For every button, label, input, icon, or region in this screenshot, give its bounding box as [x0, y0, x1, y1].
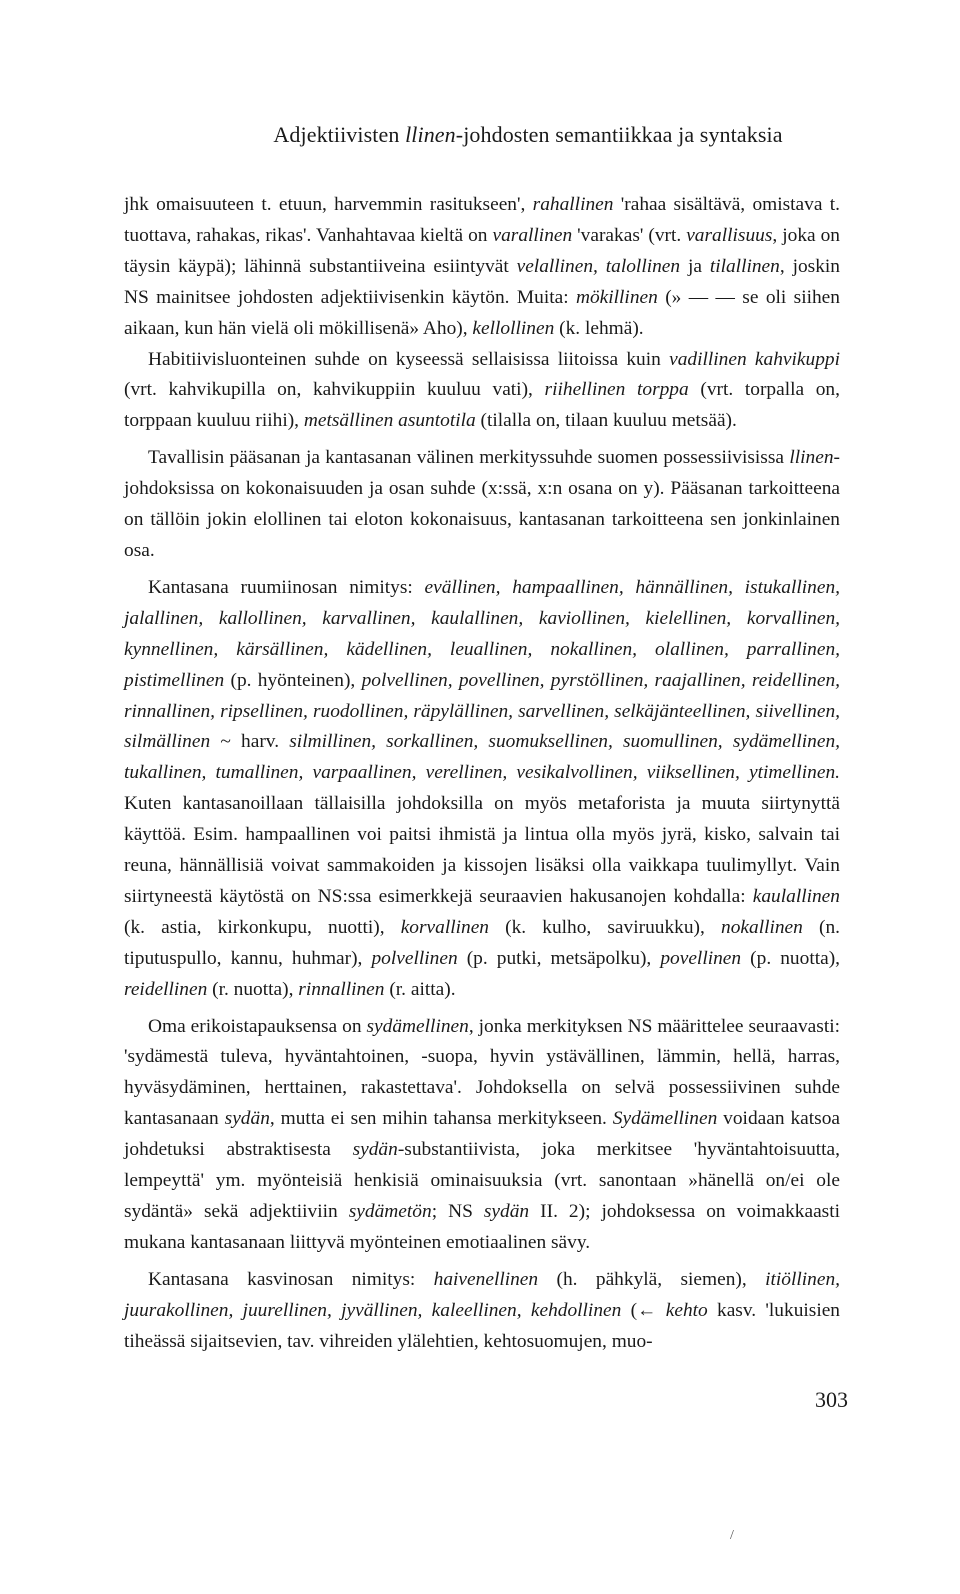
text-run: (←	[621, 1299, 666, 1321]
body-text	[124, 190, 840, 1358]
italic-term: varallisuus	[686, 224, 773, 246]
text-run: kasv. 'lukuisien tiheässä sijaitsevien, tav. vihreiden ylälehtien, kehtosuomujen, muo-	[124, 1299, 841, 1352]
text-run: -johdoksissa on kokonaisuuden ja osan suhde (x:ssä, x:n osana on y). Pääsanan tarkoitteena on tällöin jokin elollinen tai eloton kokonaisuus, kantasanan tarkoitteena sen jonkinlainen osa.	[124, 447, 840, 561]
italic-term: llinen	[789, 447, 834, 469]
text-run: (vrt. torpalla on, torppaan kuuluu riihi),	[124, 379, 840, 432]
italic-term: Sydämellinen	[612, 1108, 718, 1130]
paragraph-6	[124, 1265, 840, 1358]
page-number: 303	[815, 1387, 848, 1412]
text-run: ja	[680, 255, 710, 277]
text-run: Kantasana ruumiinosan nimitys:	[148, 576, 425, 598]
text-run: (p. hyönteinen),	[224, 669, 362, 691]
italic-term: nokallinen	[721, 916, 803, 938]
text-run: 'rahaa sisältävä, omistava t. tuottava, rahakas, rikas'. Vanhahtavaa kieltä on	[124, 194, 840, 246]
text-run: (p. nuotta),	[741, 947, 840, 969]
text-run: (vrt. kahvikupilla on, kahvikuppiin kuuluu vati),	[124, 379, 545, 401]
paragraph-3	[124, 443, 840, 567]
text-run: , joskin NS mainitsee johdosten adjektiivisenkin käytön. Muita:	[124, 255, 840, 308]
italic-term: kellollinen	[472, 317, 555, 339]
text-run: ~ harv.	[210, 731, 290, 753]
text-run: Kantasana kasvinosan nimitys:	[148, 1268, 434, 1290]
italic-term: kaulallinen	[752, 885, 840, 907]
italic-term: mökillinen	[575, 286, 658, 308]
italic-term: evällinen, hampaallinen, hännällinen, istukallinen, jalallinen, kallollinen, karvallinen, kaulallinen, kaviollinen, kielellinen, korvallinen, kynnellinen, kärsällinen, kädellinen, leuallinen, nokallinen, olallinen, parrallinen, pistimellinen	[124, 576, 840, 691]
text-run: Tavallisin pääsanan ja kantasanan välinen merkityssuhde suomen possessiivisissa	[148, 447, 790, 469]
text-run: (k. kulho, saviruukku),	[489, 916, 721, 938]
text-run: (tilalla on, tilaan kuuluu metsää).	[475, 410, 737, 432]
paragraph-5	[124, 1012, 840, 1259]
text-run: (r. nuotta),	[207, 978, 299, 1000]
italic-term: metsällinen asuntotila	[303, 410, 476, 432]
text-run: ; NS	[431, 1201, 484, 1222]
italic-term: sydämetön	[348, 1201, 432, 1222]
text-run: -substantiivista, joka merkitsee 'hyväntahtoisuutta, lempeyttä' ym. myönteisiä henkisiä ominaisuuksia (vrt. sanontaan »hänellä on/ei ole sydäntä» sekä adjektiiviin	[124, 1139, 840, 1222]
italic-term: sydämellinen	[366, 1015, 469, 1037]
text-run: voidaan katsoa johdetuksi abstraktisesta	[124, 1108, 840, 1161]
paragraph-1	[124, 190, 840, 345]
text-run: (h. pähkylä, siemen),	[538, 1268, 766, 1290]
italic-term: sydän	[483, 1201, 530, 1222]
margin-mark: /	[730, 1528, 734, 1543]
italic-term: povellinen	[660, 947, 742, 969]
italic-term: reidellinen	[124, 978, 208, 1000]
italic-term: velallinen, talollinen	[516, 255, 681, 277]
text-run: , mutta ei sen mihin tahansa merkitykseen.	[269, 1108, 613, 1130]
text-run: (k. astia, kirkonkupu, nuotti),	[124, 916, 401, 938]
paragraph-2	[124, 345, 840, 438]
italic-term: kehto	[665, 1299, 708, 1321]
text-run: , joka on täysin käypä); lähinnä substantiiveina esiintyvät	[124, 224, 840, 277]
paragraph-4	[124, 573, 840, 1006]
running-header	[0, 122, 960, 148]
italic-term: varallinen	[492, 224, 573, 246]
italic-term: polvellinen	[371, 947, 458, 969]
text-run: (n. tiputuspullo, kannu, huhmar),	[124, 916, 840, 969]
italic-term: sydän	[224, 1108, 270, 1130]
italic-term: itiöllinen, juurakollinen, juurellinen, jyvällinen, kaleellinen, kehdollinen	[124, 1268, 840, 1321]
text-run: Oma erikoistapauksensa on	[148, 1015, 367, 1037]
text-run: (p. putki, metsäpolku),	[457, 947, 661, 969]
italic-term: haivenellinen	[433, 1268, 539, 1290]
text-run: (» — — se oli siihen aikaan, kun hän vielä oli mökillisenä» Aho),	[124, 286, 840, 339]
italic-term: silmillinen, sorkallinen, suomuksellinen, suomullinen, sydämellinen, tukallinen, tumallinen, varpaallinen, verellinen, vesikalvollinen, viiksellinen, ytimellinen.	[124, 731, 840, 784]
header-post: -johdosten semantiikkaa ja syntaksia	[455, 122, 783, 147]
text-run: (k. lehmä).	[554, 317, 644, 339]
italic-term: vadillinen kahvikuppi	[669, 348, 840, 370]
header-em: llinen	[405, 122, 456, 147]
text-run: II. 2); johdoksessa on voimakkaasti mukana kantasanaan liittyvä myönteinen emotiaalinen sävy.	[124, 1201, 840, 1253]
text-run: Habitiivisluonteinen suhde on kyseessä sellaisissa liitoissa kuin	[148, 348, 670, 370]
italic-term: korvallinen	[400, 916, 489, 938]
header-pre: Adjektiivisten	[273, 122, 406, 147]
italic-term: polvellinen, povellinen, pyrstöllinen, raajallinen, reidellinen, rinnallinen, ripsellinen, ruodollinen, räpylällinen, sarvellinen, selkäjänteellinen, siivellinen, silmällinen	[124, 669, 841, 753]
italic-term: rahallinen	[532, 194, 614, 215]
text-run: , jonka merkityksen NS määrittelee seuraavasti: 'sydämestä tuleva, hyväntahtoinen, -suopa, hyvin ystävällinen, lämmin, hellä, harras, hyväsydäminen, herttainen, rakastettava'. Johdoksella on selvä possessiivinen suhde kantasanaan	[124, 1015, 840, 1130]
italic-term: sydän	[352, 1139, 398, 1161]
text-run: jhk omaisuuteen t. etuun, harvemmin rasitukseen',	[124, 194, 533, 215]
text-run: (r. aitta).	[384, 978, 456, 1000]
italic-term: tilallinen	[709, 255, 780, 277]
italic-term: rinnallinen	[298, 978, 385, 1000]
italic-term: riihellinen torppa	[544, 379, 689, 401]
text-run: 'varakas' (vrt.	[572, 224, 687, 246]
text-run: Kuten kantasanoillaan tällaisilla johdoksilla on myös metaforista ja muuta siirtynyttä käyttöä. Esim. hampaallinen voi paitsi ihmistä ja lintua olla myös jyrä, kisko, salvain tai reuna, hännällisiä voivat sammakoiden ja kissojen lisäksi olla vaikkapa tuulimyllyt. Vain siirtyneestä käytöstä on NS:ssa esimerkkejä seuraavien hakusanojen kohdalla:	[124, 793, 840, 907]
